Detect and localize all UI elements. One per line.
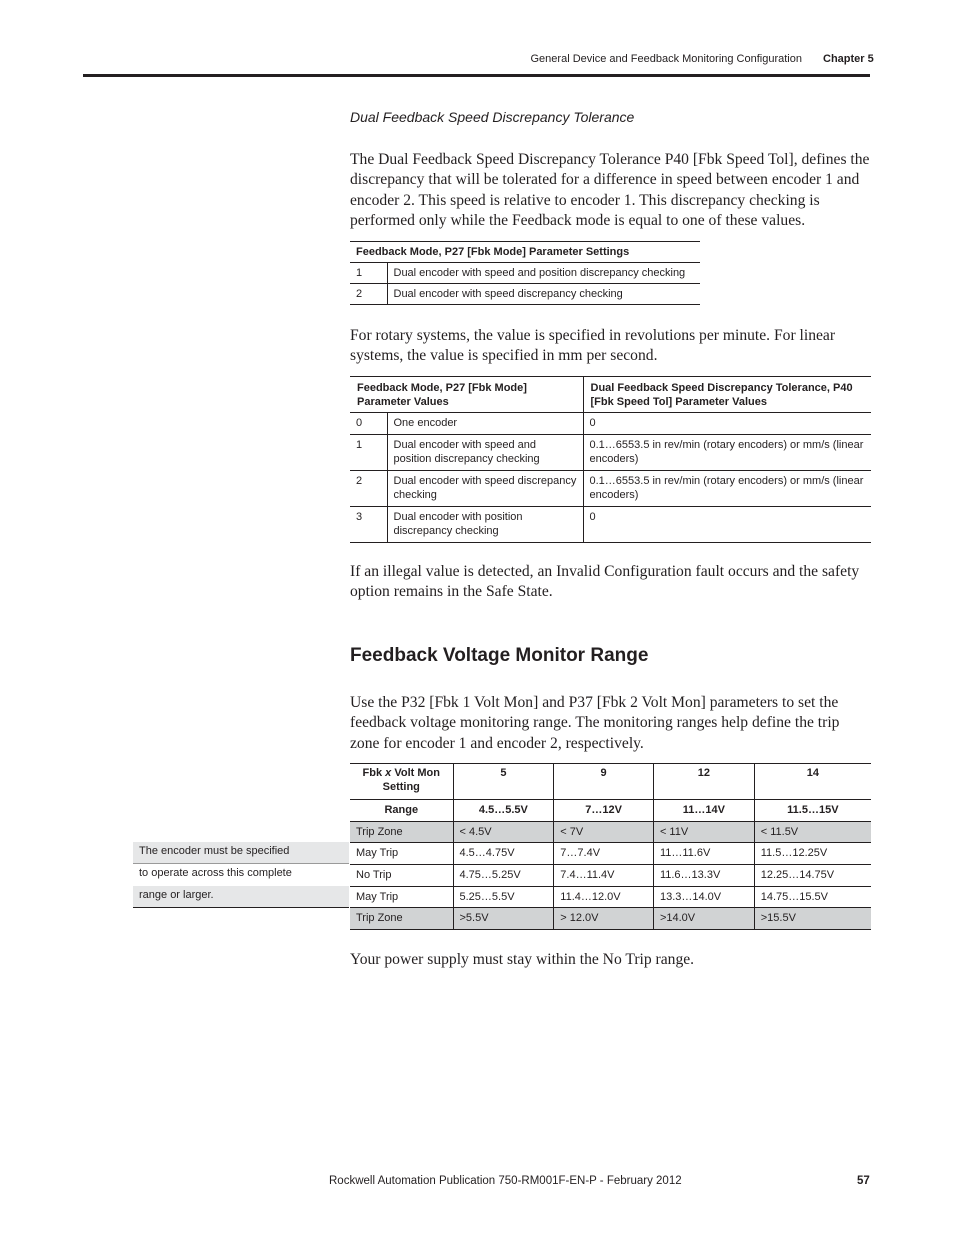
zone-cell: > 12.0V [554, 908, 654, 930]
range-value: 4.5…5.5V [453, 800, 554, 822]
table-row [350, 507, 871, 543]
zone-cell: 11.4…12.0V [554, 886, 654, 908]
mode-description: Dual encoder with position discrepancy checking [387, 507, 583, 543]
side-note-line: to operate across this complete [139, 867, 292, 879]
zone-label: Trip Zone [350, 821, 453, 843]
zone-cell: 4.5…4.75V [453, 843, 554, 865]
zone-label: May Trip [350, 843, 453, 865]
table-row [350, 284, 700, 305]
sub-heading: Dual Feedback Speed Discrepancy Tolerance [350, 109, 635, 125]
table-row [350, 435, 871, 471]
zone-cell: 5.25…5.5V [453, 886, 554, 908]
table-row [350, 263, 700, 284]
page-number: 57 [857, 1175, 870, 1187]
zone-cell: 7…7.4V [554, 843, 654, 865]
zone-cell: < 11.5V [754, 821, 871, 843]
tolerance-value: 0 [583, 413, 871, 435]
zone-cell: 12.25…14.75V [754, 865, 871, 887]
zone-cell: 4.75…5.25V [453, 865, 554, 887]
mode-description: One encoder [387, 413, 583, 435]
table-header: Dual Feedback Speed Discrepancy Tolerance, P40 [Fbk Speed Tol] Parameter Values [583, 377, 871, 413]
mode-description: Dual encoder with speed discrepancy checking [387, 471, 583, 507]
table-row [350, 821, 871, 843]
feedback-mode-settings-table [350, 241, 700, 305]
section-heading: Feedback Voltage Monitor Range [350, 645, 649, 666]
table-row [350, 471, 871, 507]
table-row [350, 886, 871, 908]
mode-description: Dual encoder with speed and position discrepancy checking [387, 263, 700, 284]
zone-cell: 11.6…13.3V [653, 865, 754, 887]
zone-cell: >15.5V [754, 908, 871, 930]
zone-cell: < 4.5V [453, 821, 554, 843]
zone-cell: 11…11.6V [653, 843, 754, 865]
zone-label: No Trip [350, 865, 453, 887]
paragraph-speed-tolerance: The Dual Feedback Speed Discrepancy Tolerance P40 [Fbk Speed Tol], defines the discrepancy that will be tolerated for a difference in speed between encoder 1 and encoder 2. This speed is relative to encoder 1. This discrepancy checking is performed only while the Feedback mode is equal to one of these values. [350, 151, 870, 229]
mode-value: 3 [350, 507, 387, 543]
range-row [350, 800, 871, 822]
range-value: 7…12V [554, 800, 654, 822]
mode-value: 1 [350, 263, 387, 284]
setting-value: 9 [554, 764, 654, 800]
zone-cell: 11.5…12.25V [754, 843, 871, 865]
zone-cell: >14.0V [653, 908, 754, 930]
zone-cell: < 7V [554, 821, 654, 843]
range-value: 11.5…15V [754, 800, 871, 822]
table-row [350, 908, 871, 930]
mode-description: Dual encoder with speed discrepancy checking [387, 284, 700, 305]
mode-value: 1 [350, 435, 387, 471]
tolerance-value: 0.1…6553.5 in rev/min (rotary encoders) or mm/s (linear encoders) [583, 471, 871, 507]
zone-cell: < 11V [653, 821, 754, 843]
voltage-monitor-range-table [350, 763, 871, 930]
zone-cell: >5.5V [453, 908, 554, 930]
zone-cell: 14.75…15.5V [754, 886, 871, 908]
paragraph-volt-mon: Use the P32 [Fbk 1 Volt Mon] and P37 [Fbk 2 Volt Mon] parameters to set the feedback voltage monitoring range. The monitoring ranges help define the trip zone for encoder 1 and encoder 2, respectively. [350, 694, 840, 752]
zone-cell: 13.3…14.0V [653, 886, 754, 908]
table-row [350, 843, 871, 865]
side-note-line: The encoder must be specified [133, 842, 349, 864]
zone-label: Trip Zone [350, 908, 453, 930]
side-note-line: range or larger. [133, 886, 349, 908]
setting-value: 14 [754, 764, 871, 800]
mode-value: 2 [350, 284, 387, 305]
range-label: Range [350, 800, 453, 822]
table-header: Feedback Mode, P27 [Fbk Mode] Parameter Values [350, 377, 583, 413]
table-row [350, 865, 871, 887]
setting-value: 5 [453, 764, 554, 800]
paragraph-no-trip: Your power supply must stay within the No Trip range. [350, 951, 695, 968]
mode-description: Dual encoder with speed and position discrepancy checking [387, 435, 583, 471]
paragraph-units: For rotary systems, the value is specified in revolutions per minute. For linear systems, the value is specified in mm per second. [350, 327, 836, 365]
header-rule [83, 74, 870, 77]
running-header-title: General Device and Feedback Monitoring Configuration [530, 53, 802, 65]
setting-value: 12 [653, 764, 754, 800]
zone-label: May Trip [350, 886, 453, 908]
paragraph-invalid-config: If an illegal value is detected, an Invalid Configuration fault occurs and the safety option remains in the Safe State. [350, 563, 860, 601]
mode-value: 0 [350, 413, 387, 435]
setting-header: Fbk x Volt Mon Setting [350, 764, 453, 800]
chapter-label: Chapter 5 [823, 53, 874, 65]
zone-cell: 7.4…11.4V [554, 865, 654, 887]
range-value: 11…14V [653, 800, 754, 822]
tolerance-value: 0.1…6553.5 in rev/min (rotary encoders) or mm/s (linear encoders) [583, 435, 871, 471]
footer-publication: Rockwell Automation Publication 750-RM001F-EN-P - February 2012 [329, 1175, 682, 1187]
table-header: Feedback Mode, P27 [Fbk Mode] Parameter Settings [350, 242, 700, 263]
mode-value: 2 [350, 471, 387, 507]
table-row [350, 413, 871, 435]
speed-tolerance-values-table [350, 376, 871, 543]
tolerance-value: 0 [583, 507, 871, 543]
